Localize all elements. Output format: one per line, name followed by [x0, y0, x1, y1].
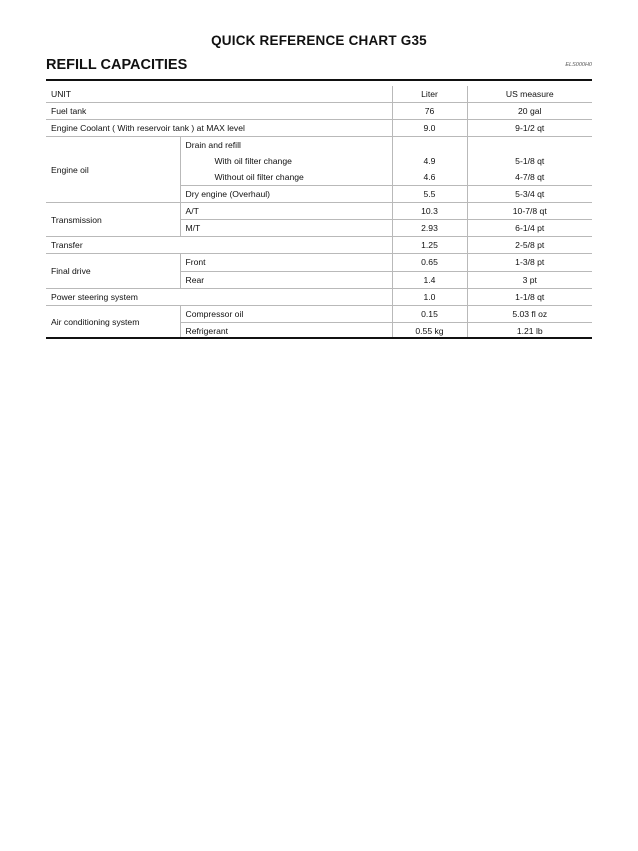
- row-label: Power steering system: [46, 288, 392, 305]
- row-label: Engine Coolant ( With reservoir tank ) at MAX level: [46, 120, 392, 137]
- row-label: Final drive: [46, 254, 180, 288]
- us-value: 1-3/8 pt: [467, 254, 592, 271]
- page-title: QUICK REFERENCE CHART G35: [211, 33, 427, 48]
- us-value: 1-1/8 qt: [467, 288, 592, 305]
- sub-label: Without oil filter change: [180, 169, 392, 186]
- sub-label: With oil filter change: [180, 153, 392, 169]
- us-value: 5-3/4 qt: [467, 186, 592, 203]
- liter-value: 0.65: [392, 254, 467, 271]
- sub-label: M/T: [180, 220, 392, 237]
- section-title: REFILL CAPACITIES: [46, 57, 188, 73]
- row-label: Transfer: [46, 237, 392, 254]
- us-value: 3 pt: [467, 271, 592, 288]
- us-value: 4-7/8 qt: [467, 169, 592, 186]
- section-rule-top: [46, 79, 592, 81]
- table-row: [46, 288, 592, 305]
- table-row: [46, 103, 592, 120]
- table-header-row: [46, 86, 592, 103]
- row-label: Air conditioning system: [46, 305, 180, 339]
- liter-value: 4.6: [392, 169, 467, 186]
- section-code: ELS000H0: [565, 62, 592, 68]
- section-header: [46, 57, 592, 77]
- liter-value: 1.0: [392, 288, 467, 305]
- table-row: [46, 203, 592, 220]
- header-unit: UNIT: [46, 86, 392, 103]
- liter-value: 2.93: [392, 220, 467, 237]
- table-row: [46, 305, 592, 322]
- sub-label: Front: [180, 254, 392, 271]
- sub-label: Dry engine (Overhaul): [180, 186, 392, 203]
- liter-value: 1.25: [392, 237, 467, 254]
- liter-value: 1.4: [392, 271, 467, 288]
- us-value: 5.03 fl oz: [467, 305, 592, 322]
- sub-label: Drain and refill: [180, 137, 392, 154]
- refill-capacities-table: [46, 86, 592, 339]
- us-value: 2-5/8 pt: [467, 237, 592, 254]
- table-row: [46, 254, 592, 271]
- sub-label: Refrigerant: [180, 322, 392, 339]
- liter-value: 76: [392, 103, 467, 120]
- sub-label: A/T: [180, 203, 392, 220]
- header-us-measure: US measure: [467, 86, 592, 103]
- us-value: 5-1/8 qt: [467, 153, 592, 169]
- us-value: [467, 137, 592, 154]
- liter-value: 9.0: [392, 120, 467, 137]
- liter-value: 10.3: [392, 203, 467, 220]
- row-label: Fuel tank: [46, 103, 392, 120]
- table-bottom-rule: [46, 337, 592, 339]
- us-value: 6-1/4 pt: [467, 220, 592, 237]
- us-value: 9-1/2 qt: [467, 120, 592, 137]
- table-row: [46, 237, 592, 254]
- us-value: 20 gal: [467, 103, 592, 120]
- header-liter: Liter: [392, 86, 467, 103]
- table-row: [46, 120, 592, 137]
- us-value: 1.21 lb: [467, 322, 592, 339]
- table-row: [46, 137, 592, 154]
- liter-value: [392, 137, 467, 154]
- row-label: Engine oil: [46, 137, 180, 203]
- liter-value: 5.5: [392, 186, 467, 203]
- us-value: 10-7/8 qt: [467, 203, 592, 220]
- liter-value: 4.9: [392, 153, 467, 169]
- liter-value: 0.55 kg: [392, 322, 467, 339]
- sub-label: Rear: [180, 271, 392, 288]
- sub-label: Compressor oil: [180, 305, 392, 322]
- liter-value: 0.15: [392, 305, 467, 322]
- row-label: Transmission: [46, 203, 180, 237]
